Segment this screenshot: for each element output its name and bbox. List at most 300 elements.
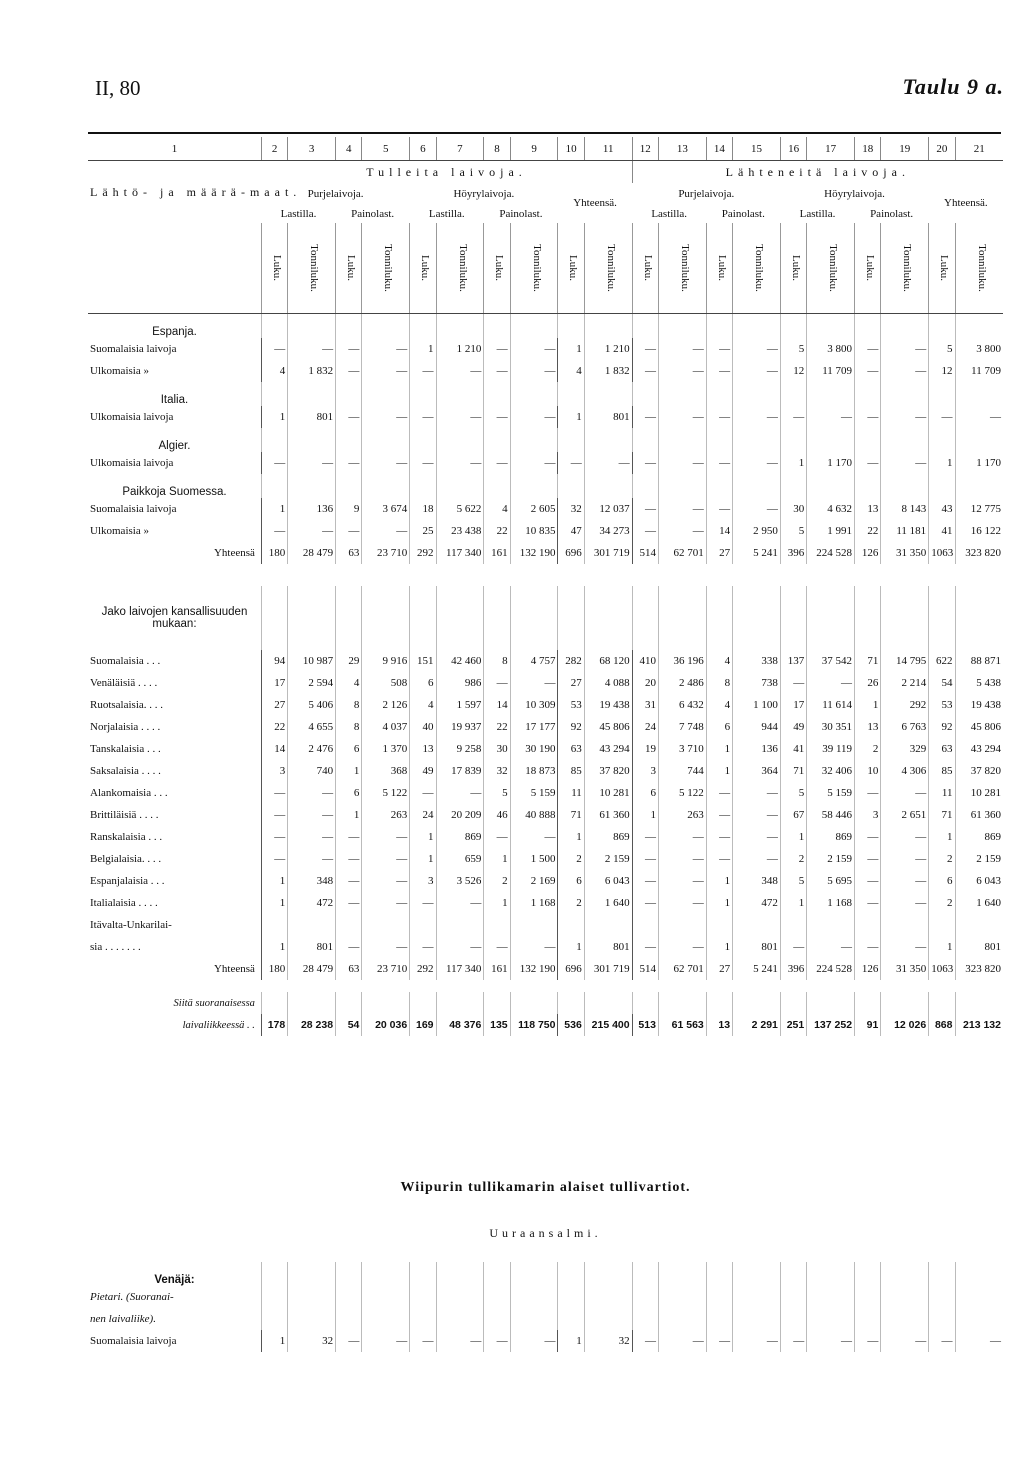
row-label: Brittiläisiä . . . . <box>90 809 159 821</box>
table-cell: — <box>510 936 558 958</box>
tonnage-heading <box>584 223 632 314</box>
tonnage-label: Tonniluku. <box>678 244 691 292</box>
blank-cell <box>436 382 484 406</box>
table-cell: 1 <box>632 804 658 826</box>
table-cell: 6 <box>336 738 362 760</box>
table-cell: — <box>632 1330 658 1352</box>
table-cell: 292 <box>881 694 929 716</box>
blank-cell <box>261 474 287 498</box>
table-cell: — <box>336 826 362 848</box>
blank-cell <box>955 992 1003 1014</box>
table-cell: 25 <box>410 520 436 542</box>
table-cell: 43 <box>929 498 955 520</box>
table-cell: 47 <box>558 520 584 542</box>
table-cell: 2 <box>558 892 584 914</box>
table-cell: 1 <box>261 498 287 520</box>
tonnage-label: Tonniluku. <box>382 244 395 292</box>
table-cell: 137 <box>780 650 806 672</box>
table-cell: 659 <box>436 848 484 870</box>
table-cell: 2 476 <box>288 738 336 760</box>
table-cell: — <box>484 826 510 848</box>
table-cell: 801 <box>584 936 632 958</box>
table-cell: 1 <box>558 936 584 958</box>
laden-heading: Lastilla. <box>280 208 317 220</box>
blank-cell <box>510 428 558 452</box>
table-cell: — <box>807 936 855 958</box>
table-cell: 1 <box>780 892 806 914</box>
blank-cell <box>362 382 410 406</box>
table-cell: 14 <box>484 694 510 716</box>
table-cell: 1 500 <box>510 848 558 870</box>
table-cell: 1 210 <box>436 338 484 360</box>
table-cell: — <box>706 804 732 826</box>
table-cell: 22 <box>484 520 510 542</box>
table-cell: 117 340 <box>436 542 484 564</box>
table-row <box>88 1014 1003 1036</box>
table-cell: — <box>733 804 781 826</box>
section-row <box>88 428 1003 452</box>
tonnage-label: Tonniluku. <box>456 244 469 292</box>
table-cell: — <box>658 498 706 520</box>
table-cell: 3 526 <box>436 870 484 892</box>
table-cell: 1 <box>336 804 362 826</box>
blank-cell <box>510 474 558 498</box>
table-cell: 1 597 <box>436 694 484 716</box>
table-cell <box>658 914 706 936</box>
blank-cell <box>955 474 1003 498</box>
tonnage-heading <box>658 223 706 314</box>
table-cell <box>288 914 336 936</box>
blank-cell <box>410 586 436 650</box>
table-cell: 472 <box>733 892 781 914</box>
table-cell: — <box>436 406 484 428</box>
table-cell <box>584 914 632 936</box>
blank-cell <box>584 1308 632 1330</box>
blank-cell <box>484 1286 510 1308</box>
table-cell: 5 <box>780 520 806 542</box>
table-cell: — <box>658 826 706 848</box>
table-cell: 58 446 <box>807 804 855 826</box>
table-cell: — <box>261 520 287 542</box>
row-label: Tanskalaisia . . . <box>90 743 161 755</box>
table-cell: 801 <box>733 936 781 958</box>
table-cell: 31 <box>632 694 658 716</box>
table-cell: 45 806 <box>955 716 1003 738</box>
blank-cell <box>807 382 855 406</box>
table-cell: — <box>510 338 558 360</box>
table-cell: 117 340 <box>436 958 484 980</box>
table-cell: — <box>632 936 658 958</box>
table-cell: 1063 <box>929 542 955 564</box>
table-cell: 18 873 <box>510 760 558 782</box>
table-cell: 48 376 <box>436 1014 484 1036</box>
count-heading <box>855 223 881 314</box>
column-number: 7 <box>436 137 484 161</box>
blank-cell <box>855 382 881 406</box>
table-cell: 71 <box>780 760 806 782</box>
table-cell: 2 <box>929 848 955 870</box>
table-cell: 3 674 <box>362 498 410 520</box>
table-cell: — <box>658 338 706 360</box>
blank-cell <box>706 314 732 339</box>
blank-cell <box>658 1286 706 1308</box>
blank-cell <box>436 314 484 339</box>
blank-cell <box>658 314 706 339</box>
column-number: 8 <box>484 137 510 161</box>
blank-cell <box>584 382 632 406</box>
table-cell: 348 <box>288 870 336 892</box>
column-number: 17 <box>807 137 855 161</box>
blank-cell <box>881 428 929 452</box>
blank-cell <box>780 382 806 406</box>
row-label: Saksalaisia . . . . <box>90 765 161 777</box>
blank-cell <box>362 992 410 1014</box>
table-cell: 61 360 <box>584 804 632 826</box>
count-heading <box>929 223 955 314</box>
table-cell: 1 <box>484 892 510 914</box>
table-cell: — <box>436 892 484 914</box>
laden-heading: Lastilla. <box>799 208 836 220</box>
table-cell: — <box>510 826 558 848</box>
row-label: Espanjalaisia . . . <box>90 875 165 887</box>
table-cell: — <box>881 406 929 428</box>
table-cell: 5 406 <box>288 694 336 716</box>
blank-cell <box>632 474 658 498</box>
blank-cell <box>929 1308 955 1330</box>
table-cell: 622 <box>929 650 955 672</box>
blank-cell <box>807 1308 855 1330</box>
table-cell: 41 <box>929 520 955 542</box>
blank-cell <box>733 1286 781 1308</box>
blank-cell <box>881 586 929 650</box>
table-cell: — <box>658 936 706 958</box>
table-cell: 1 <box>410 848 436 870</box>
table-cell: — <box>484 672 510 694</box>
blank-cell <box>336 1308 362 1330</box>
blank-cell <box>706 586 732 650</box>
blank-cell <box>336 428 362 452</box>
blank-cell <box>362 428 410 452</box>
table-cell: 24 <box>410 804 436 826</box>
table-cell: — <box>632 826 658 848</box>
table-cell: — <box>733 848 781 870</box>
blank-cell <box>733 382 781 406</box>
tonnage-heading <box>955 223 1003 314</box>
table-cell: — <box>484 936 510 958</box>
table-cell: 54 <box>336 1014 362 1036</box>
row-label: Italialaisia . . . . <box>90 897 158 909</box>
table-cell: 19 <box>632 738 658 760</box>
table-cell: 20 <box>632 672 658 694</box>
table-cell: 12 037 <box>584 498 632 520</box>
table-cell: 136 <box>733 738 781 760</box>
table-cell: 3 <box>855 804 881 826</box>
table-cell: 1 168 <box>807 892 855 914</box>
count-heading <box>780 223 806 314</box>
blank-cell <box>658 474 706 498</box>
table-cell <box>955 914 1003 936</box>
table-cell: — <box>706 826 732 848</box>
table-cell: 1 <box>706 936 732 958</box>
blank-cell <box>336 474 362 498</box>
table-row <box>88 694 1003 716</box>
table-cell: 8 <box>706 672 732 694</box>
table-row <box>88 650 1003 672</box>
sail-ships-heading: Purjelaivoja. <box>307 188 364 200</box>
blank-cell <box>632 1308 658 1330</box>
count-heading <box>632 223 658 314</box>
table-cell: 944 <box>733 716 781 738</box>
table-cell: 2 159 <box>807 848 855 870</box>
row-label: Ulkomaisia » <box>90 365 149 377</box>
table-cell: 43 294 <box>584 738 632 760</box>
table-cell: — <box>510 360 558 382</box>
blank-cell <box>558 1286 584 1308</box>
table-cell: — <box>881 826 929 848</box>
blank-cell <box>632 314 658 339</box>
table-cell: 49 <box>410 760 436 782</box>
table-cell: — <box>261 804 287 826</box>
table-cell: — <box>881 338 929 360</box>
table-cell: — <box>733 338 781 360</box>
table-cell: 513 <box>632 1014 658 1036</box>
count-label: Luku. <box>715 255 728 281</box>
table-cell: 20 209 <box>436 804 484 826</box>
table-row <box>88 520 1003 542</box>
table-cell: — <box>436 452 484 474</box>
table-label: Taulu 9 a. <box>902 74 1004 99</box>
tonnage-heading <box>881 223 929 314</box>
table-cell: — <box>584 452 632 474</box>
blank-cell <box>658 1262 706 1286</box>
table-cell: — <box>288 782 336 804</box>
table-cell: 71 <box>929 804 955 826</box>
blank-cell <box>288 428 336 452</box>
table-cell: 224 528 <box>807 958 855 980</box>
blank-cell <box>288 992 336 1014</box>
table-cell: 2 159 <box>584 848 632 870</box>
table-cell: 12 <box>780 360 806 382</box>
table-cell: 1 <box>261 936 287 958</box>
blank-cell <box>955 1286 1003 1308</box>
table-cell: 53 <box>558 694 584 716</box>
blank-cell <box>658 1308 706 1330</box>
table-cell: 869 <box>436 826 484 848</box>
blank-cell <box>410 1308 436 1330</box>
table-cell: 1 <box>855 694 881 716</box>
blank-cell <box>410 992 436 1014</box>
blank-cell <box>558 992 584 1014</box>
table-cell <box>510 914 558 936</box>
table-cell: 2 594 <box>288 672 336 694</box>
table-cell: — <box>362 338 410 360</box>
blank-cell <box>436 1286 484 1308</box>
sail-ships-heading: Purjelaivoja. <box>678 188 735 200</box>
table-cell: — <box>436 782 484 804</box>
column-number: 13 <box>658 137 706 161</box>
row-label: Belgialaisia. . . . <box>90 853 162 865</box>
table-cell: 801 <box>288 936 336 958</box>
table-cell: 63 <box>336 958 362 980</box>
table-cell: 1 <box>410 826 436 848</box>
table-cell: 1 <box>558 826 584 848</box>
blank-cell <box>706 1308 732 1330</box>
blank-cell <box>261 1308 287 1330</box>
table-cell: 1 370 <box>362 738 410 760</box>
blank-cell <box>780 586 806 650</box>
table-cell: — <box>733 360 781 382</box>
table-row <box>88 782 1003 804</box>
table-cell: 12 775 <box>955 498 1003 520</box>
table-cell: 61 360 <box>955 804 1003 826</box>
blank-cell <box>288 1262 336 1286</box>
tonnage-label: Tonniluku. <box>752 244 765 292</box>
table-row <box>88 1286 1003 1308</box>
table-cell <box>929 914 955 936</box>
blank-cell <box>955 1262 1003 1286</box>
row-label: Venäläisiä . . . . <box>90 677 158 689</box>
table-cell: 1 <box>929 936 955 958</box>
table-cell: 63 <box>558 738 584 760</box>
column-number: 16 <box>780 137 806 161</box>
table-cell: 5 <box>929 338 955 360</box>
steam-ships-heading: Höyrylaivoja. <box>453 188 515 200</box>
blank-cell <box>955 586 1003 650</box>
column-number: 19 <box>881 137 929 161</box>
table-cell: 28 479 <box>288 958 336 980</box>
blank-cell <box>733 586 781 650</box>
nationality-title: Jako laivojen kansallisuuden mukaan: <box>101 606 248 630</box>
table-cell: 180 <box>261 958 287 980</box>
table-cell: — <box>510 406 558 428</box>
table-cell: — <box>362 360 410 382</box>
table-cell: 801 <box>288 406 336 428</box>
blank-cell <box>584 1262 632 1286</box>
blank-cell <box>410 428 436 452</box>
count-label: Luku. <box>419 255 432 281</box>
table-cell: — <box>362 826 410 848</box>
table-cell: 2 950 <box>733 520 781 542</box>
table-cell: 410 <box>632 650 658 672</box>
count-heading <box>261 223 287 314</box>
table-cell: — <box>658 452 706 474</box>
table-cell: 14 <box>261 738 287 760</box>
table-cell: 263 <box>658 804 706 826</box>
statistics-table <box>88 137 1003 1036</box>
laden-heading: Lastilla. <box>651 208 688 220</box>
table-cell: 696 <box>558 542 584 564</box>
row-label: Pietari. (Suoranai- <box>90 1291 174 1303</box>
table-cell: — <box>362 848 410 870</box>
table-cell: 61 563 <box>658 1014 706 1036</box>
count-heading <box>484 223 510 314</box>
blank-cell <box>807 428 855 452</box>
tonnage-label: Tonniluku. <box>604 244 617 292</box>
table-cell: — <box>261 452 287 474</box>
table-cell: 5 241 <box>733 958 781 980</box>
table-cell: 869 <box>955 826 1003 848</box>
table-cell: 4 <box>336 672 362 694</box>
table-cell: 2 169 <box>510 870 558 892</box>
table-cell: 536 <box>558 1014 584 1036</box>
blank-cell <box>929 1262 955 1286</box>
blank-cell <box>855 992 881 1014</box>
table-cell: — <box>336 936 362 958</box>
blank-cell <box>807 1262 855 1286</box>
table-cell: 5 <box>780 870 806 892</box>
table-cell: 136 <box>288 498 336 520</box>
table-cell: 292 <box>410 958 436 980</box>
table-cell: 37 820 <box>584 760 632 782</box>
blank-cell <box>410 474 436 498</box>
table-cell: 329 <box>881 738 929 760</box>
table-cell: 10 281 <box>584 782 632 804</box>
table-cell: — <box>410 360 436 382</box>
table-cell: 6 <box>558 870 584 892</box>
table-cell: 13 <box>706 1014 732 1036</box>
blank-cell <box>410 382 436 406</box>
table-cell: 63 <box>929 738 955 760</box>
table-cell: — <box>410 406 436 428</box>
blank-cell <box>881 1308 929 1330</box>
table-cell: 514 <box>632 542 658 564</box>
count-label: Luku. <box>345 255 358 281</box>
table-cell: 30 190 <box>510 738 558 760</box>
table-cell: — <box>881 870 929 892</box>
table-cell: — <box>706 498 732 520</box>
blank-cell <box>436 992 484 1014</box>
table-cell: 301 719 <box>584 958 632 980</box>
section-row <box>88 382 1003 406</box>
blank-cell <box>558 1308 584 1330</box>
table-cell: — <box>288 338 336 360</box>
table-cell: 364 <box>733 760 781 782</box>
table-cell: — <box>410 936 436 958</box>
blank-cell <box>261 314 287 339</box>
table-cell: — <box>929 406 955 428</box>
blank-cell <box>733 1308 781 1330</box>
table-cell: 263 <box>362 804 410 826</box>
blank-cell <box>336 314 362 339</box>
table-cell <box>436 914 484 936</box>
table-cell: 137 252 <box>807 1014 855 1036</box>
table-cell: 301 719 <box>584 542 632 564</box>
blank-cell <box>288 586 336 650</box>
blank-cell <box>410 314 436 339</box>
table-cell: 1 <box>558 338 584 360</box>
blank-cell <box>436 428 484 452</box>
table-cell <box>780 914 806 936</box>
section-title: Paikkoja Suomessa. <box>122 486 227 498</box>
table-cell: 1 832 <box>584 360 632 382</box>
table-cell: 2 <box>929 892 955 914</box>
table-cell: — <box>288 848 336 870</box>
table-cell: — <box>881 360 929 382</box>
customs-outposts-heading: Wiipurin tullikamarin alaiset tullivartiot. <box>400 1180 691 1195</box>
blank-cell <box>881 992 929 1014</box>
table-cell: 3 800 <box>955 338 1003 360</box>
table-cell: 2 <box>484 870 510 892</box>
blank-cell <box>733 428 781 452</box>
table-cell: 11 181 <box>881 520 929 542</box>
table-cell: 5 122 <box>362 782 410 804</box>
table-cell: 869 <box>584 826 632 848</box>
table-cell: 46 <box>484 804 510 826</box>
table-cell: 323 820 <box>955 542 1003 564</box>
table-cell: — <box>436 1330 484 1352</box>
table-cell: — <box>436 936 484 958</box>
table-cell: 27 <box>706 958 732 980</box>
